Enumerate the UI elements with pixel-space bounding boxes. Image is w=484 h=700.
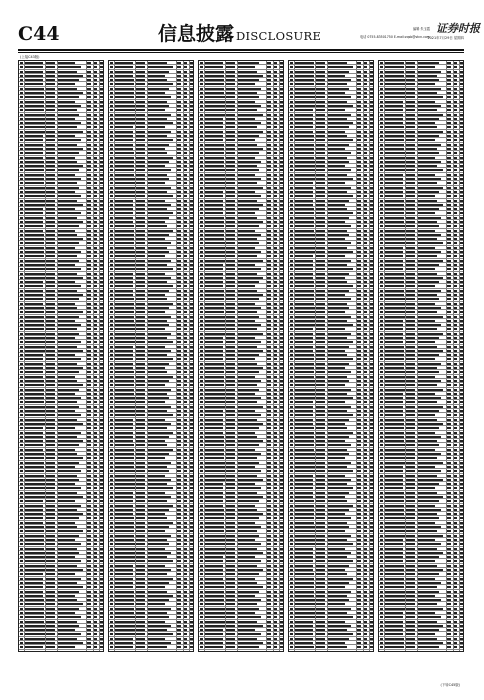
- disclosure-column: [198, 60, 284, 652]
- section-title: [158, 21, 321, 49]
- disclosure-table-columns: [18, 60, 464, 652]
- masthead-rule-thin: [18, 52, 464, 53]
- editor-line: 编辑 朱玉霞: [413, 27, 430, 31]
- table-row: [199, 645, 283, 649]
- disclosure-column: [108, 60, 194, 652]
- disclosure-column: [18, 60, 104, 652]
- issue-date: 2021年7月29日 星期四: [427, 36, 464, 40]
- table-row: [109, 645, 193, 649]
- contact-line: 电话 0755-83501750 E-mail:zqsb@stcn.com: [359, 35, 430, 39]
- table-row: [19, 645, 103, 649]
- masthead-rule-thick: [18, 49, 464, 51]
- continued-from-label: (上接C43版): [20, 55, 40, 59]
- masthead: [18, 22, 480, 48]
- page-number: C44: [18, 23, 60, 45]
- disclosure-column: [288, 60, 374, 652]
- table-row: [379, 645, 463, 649]
- table-row: [289, 645, 373, 649]
- section-title-en: DISCLOSURE: [236, 29, 322, 43]
- section-title-cn: 信息披露: [158, 23, 235, 45]
- continued-to-label: (下转C45版): [440, 683, 460, 687]
- newspaper-logo: 证券时报: [436, 22, 480, 35]
- disclosure-column: [378, 60, 464, 652]
